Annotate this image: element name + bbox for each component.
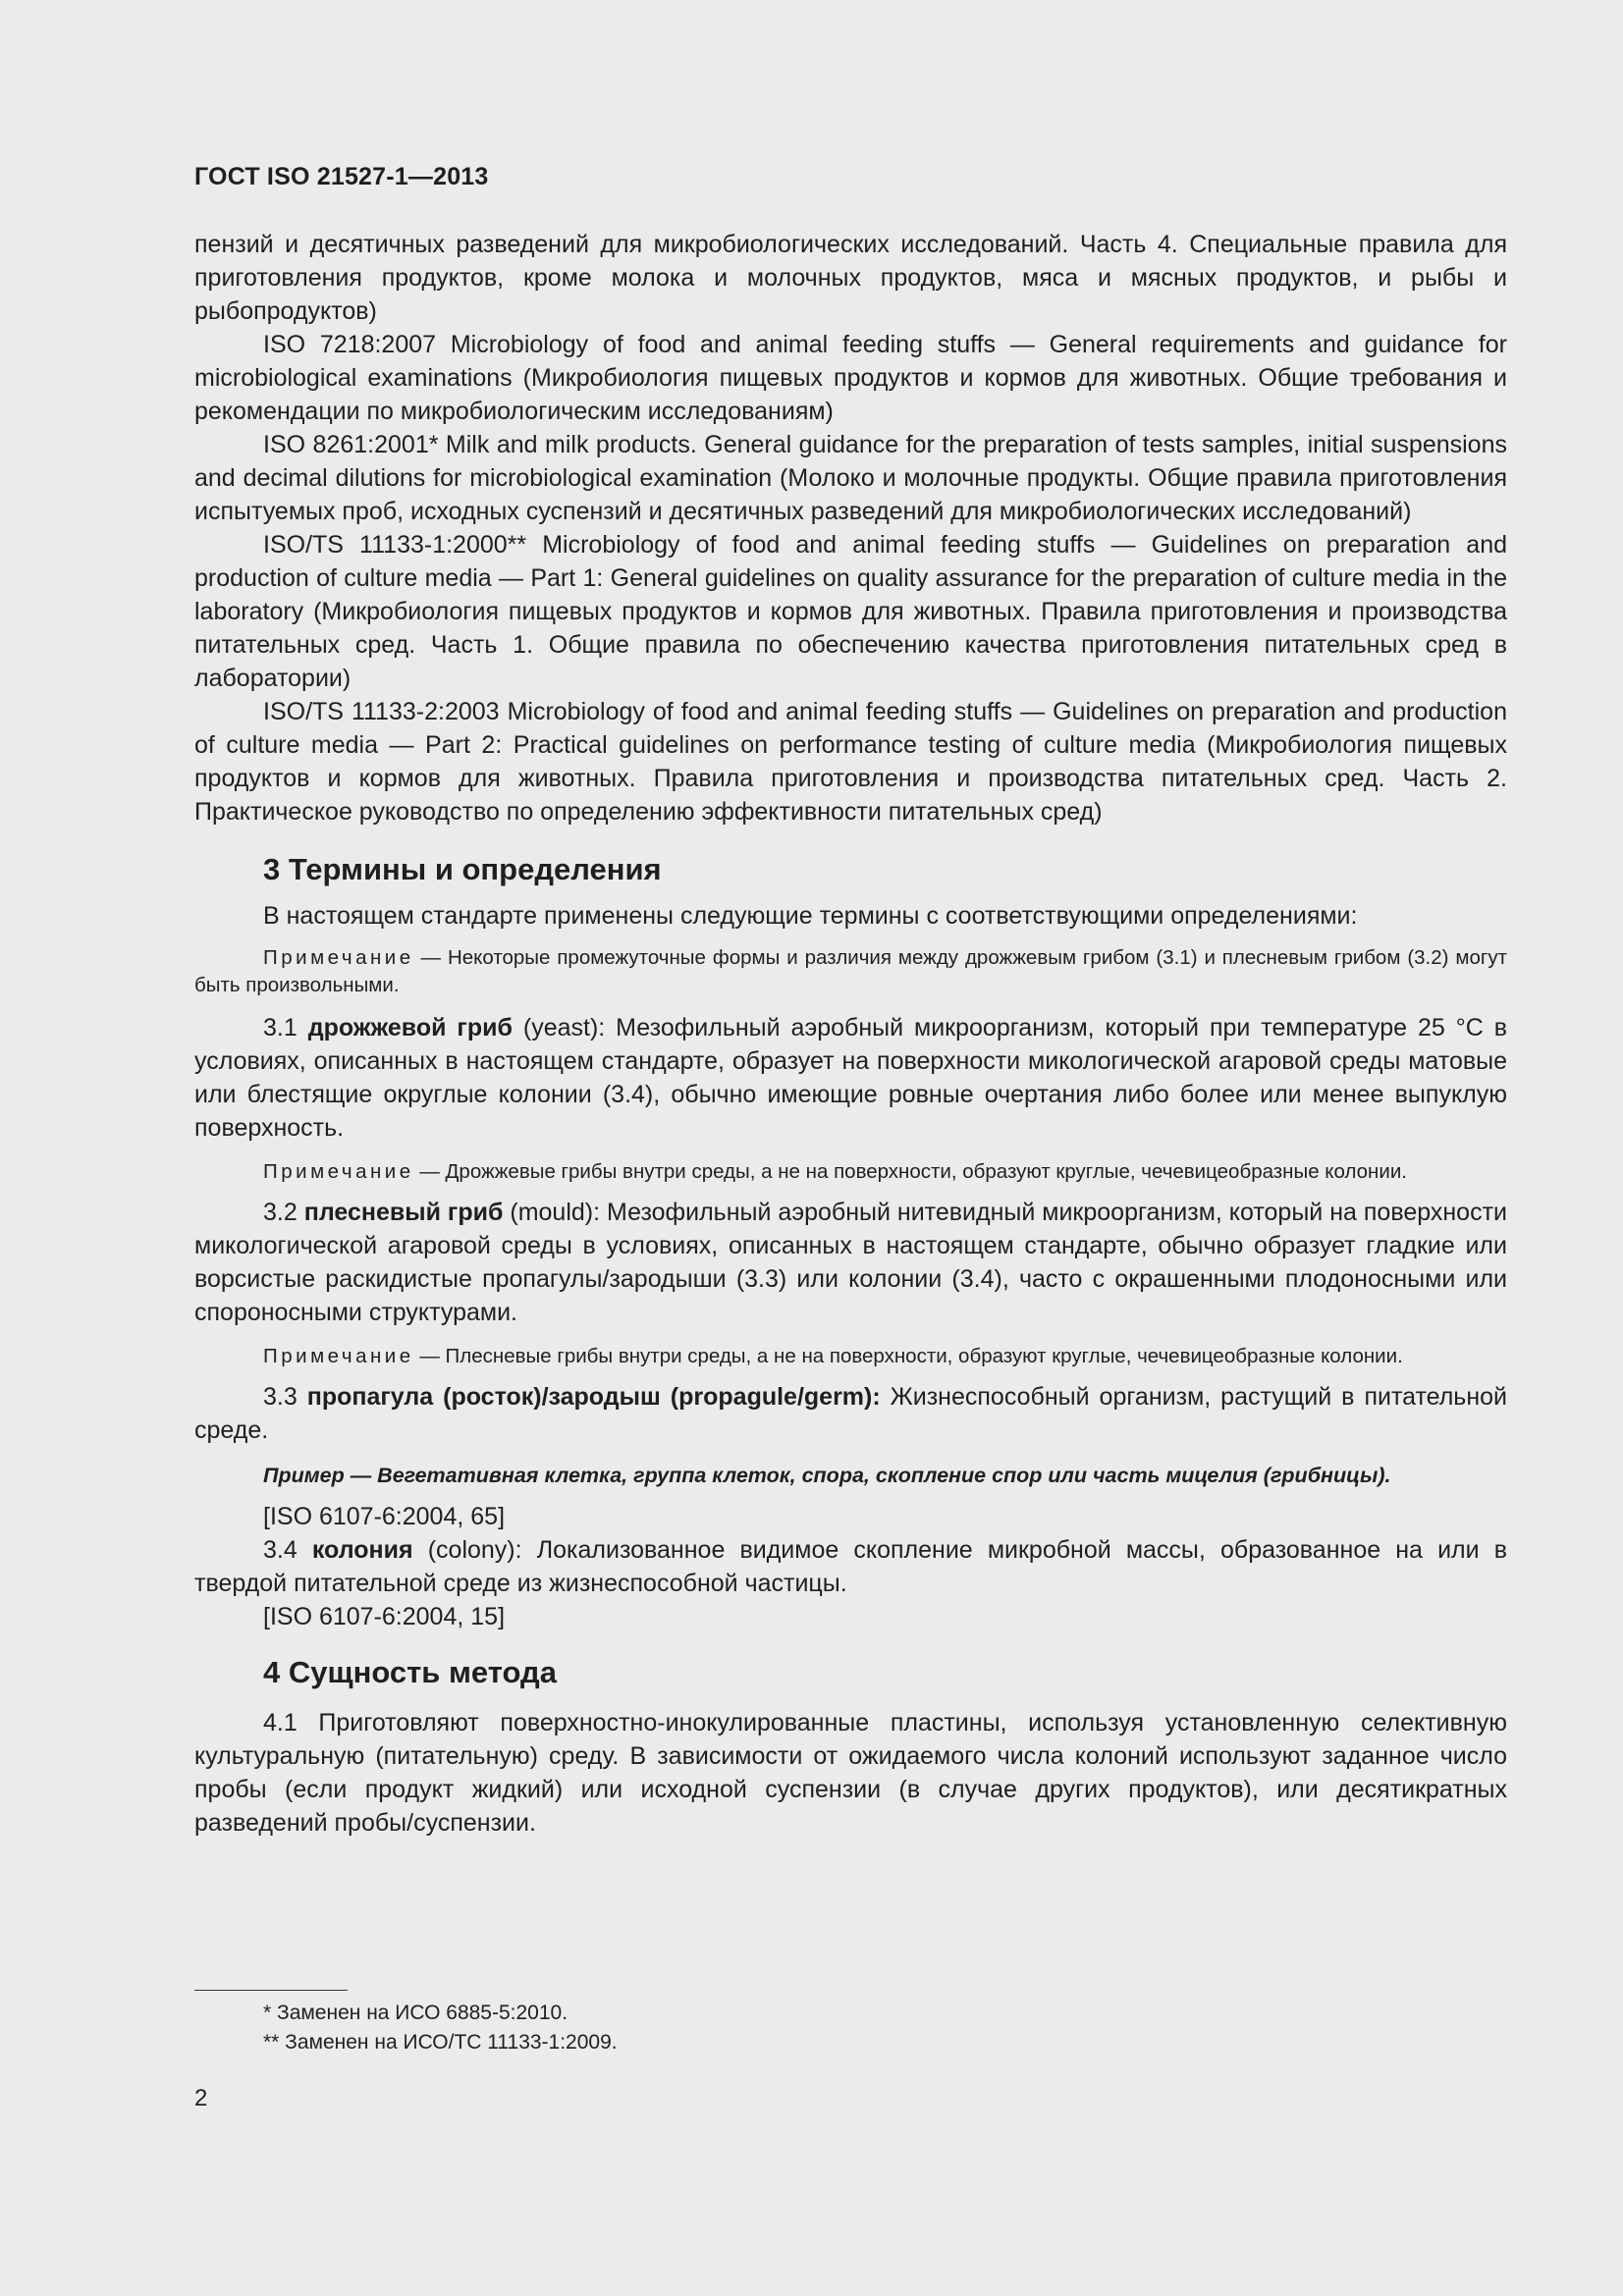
ref-continuation: пензий и десятичных разведений для микробиологических исследований. Часть 4. Специальные правила для приготовления продуктов, кроме молока и молочных продуктов, мяса и мясных продуктов, и рыбы и рыбопродуктов)	[194, 231, 1507, 325]
source-3-4: [ISO 6107-6:2004, 15]	[263, 1603, 506, 1630]
page-number: 2	[194, 2085, 208, 2111]
term-3-4: 3.4 колония (colony): Локализованное видимое скопление микробной массы, образованное на или в твердой питательной среде из жизнеспособной частицы.	[194, 1536, 1507, 1597]
term-3-3-name-en: (propagule/germ):	[670, 1383, 881, 1411]
footnote-2: ** Заменен на ИСО/ТС 11133-1:2009.	[263, 2031, 618, 2054]
ref-iso-ts-11133-1: ISO/TS 11133-1:2000** Microbiology of food and animal feeding stuffs — Guidelines on preparation and production of culture media — Part 1: General guidelines on quality assurance for the preparation of culture media in the laboratory (Микробиология пищевых продуктов и кормов для животных. Правила приготовления и производства питательных сред. Часть 1. Общие правила по обеспечению качества приготовления питательных сред в лаборатории)	[194, 531, 1507, 692]
term-3-3: 3.3 пропагула (росток)/зародыш (propagule/germ): Жизнеспособный организм, растущий в питательной среде.	[194, 1383, 1507, 1444]
ref-iso-8261: ISO 8261:2001* Milk and milk products. General guidance for the preparation of tests samples, initial suspensions and decimal dilutions for microbiological examination (Молоко и молочные продукты. Общие правила приготовления испытуемых проб, исходных суспензий и десятичных разведений для микробиологических исследований)	[194, 431, 1507, 525]
term-3-4-name: колония	[311, 1536, 413, 1564]
section-3-heading: 3 Термины и определения	[263, 852, 662, 886]
ref-iso-ts-11133-2: ISO/TS 11133-2:2003 Microbiology of food and animal feeding stuffs — Guidelines on preparation and production of culture media — Part 2: Practical guidelines on performance testing of culture media (Микробиология пищевых продуктов и кормов для животных. Правила приготовления и производства питательных сред. Часть 2. Практическое руководство по определению эффективности питательных сред)	[194, 698, 1507, 826]
term-3-1: 3.1 дрожжевой гриб (yeast): Мезофильный аэробный микроорганизм, который при температуре 25 °С в условиях, описанных в настоящем стандарте, образует на поверхности микологической агаровой среды матовые или блестящие округлые колонии (3.4), обычно имеющие ровные очертания либо более или менее выпуклую поверхность.	[194, 1014, 1507, 1142]
ref-iso-7218: ISO 7218:2007 Microbiology of food and animal feeding stuffs — General requirements and guidance for microbiological examinations (Микробиология пищевых продуктов и кормов для животных. Общие требования и рекомендации по микробиологическим исследованиям)	[194, 331, 1507, 425]
document-header: ГОСТ ISO 21527-1—2013	[194, 163, 489, 190]
footnote-divider	[194, 1990, 348, 1991]
term-3-3-name: пропагула (росток)/зародыш	[306, 1383, 661, 1411]
note-intro: Примечание — Некоторые промежуточные формы и различия между дрожжевым грибом (3.1) и плесневым грибом (3.2) могут быть произвольными.	[194, 946, 1507, 996]
note-label: Примечание	[263, 1160, 414, 1183]
section-4-heading: 4 Сущность метода	[263, 1655, 557, 1689]
footnotes	[263, 1999, 618, 2057]
term-3-2-name: плесневый гриб	[303, 1199, 504, 1226]
term-3-2: 3.2 плесневый гриб (mould): Мезофильный аэробный нитевидный микроорганизм, который на поверхности микологической агаровой среды в условиях, описанных в настоящем стандарте, обычно образует гладкие или ворсистые раскидистые пропагулы/зародыши (3.3) или колонии (3.4), часто с окрашенными плодоносными или спороносными структурами.	[194, 1199, 1507, 1326]
term-3-1-name: дрожжевой гриб	[307, 1014, 513, 1041]
clause-4-1: 4.1 Приготовляют поверхностно-инокулированные пластины, используя установленную селективную культуральную (питательную) среду. В зависимости от ожидаемого числа колоний используют заданное число пробы (если продукт жидкий) или исходной суспензии (в случае других продуктов), или десятикратных разведений пробы/суспензии.	[194, 1709, 1507, 1837]
note-label: Примечание	[263, 1345, 414, 1367]
example-3-3: Пример — Вегетативная клетка, группа клеток, спора, скопление спор или часть мицелия (грибницы).	[263, 1464, 1391, 1487]
footnote-1: * Заменен на ИСО 6885-5:2010.	[263, 2002, 568, 2024]
note-3-2: Примечание — Плесневые грибы внутри среды, а не на поверхности, образуют круглые, чечевицеобразные колонии.	[263, 1345, 1403, 1367]
note-3-1: Примечание — Дрожжевые грибы внутри среды, а не на поверхности, образуют круглые, чечевицеобразные колонии.	[263, 1160, 1407, 1183]
note-label: Примечание	[263, 946, 414, 969]
source-3-3: [ISO 6107-6:2004, 65]	[263, 1503, 506, 1530]
page-content	[194, 228, 1507, 1840]
section-3-intro: В настоящем стандарте применены следующие термины с соответствующими определениями:	[263, 902, 1358, 930]
